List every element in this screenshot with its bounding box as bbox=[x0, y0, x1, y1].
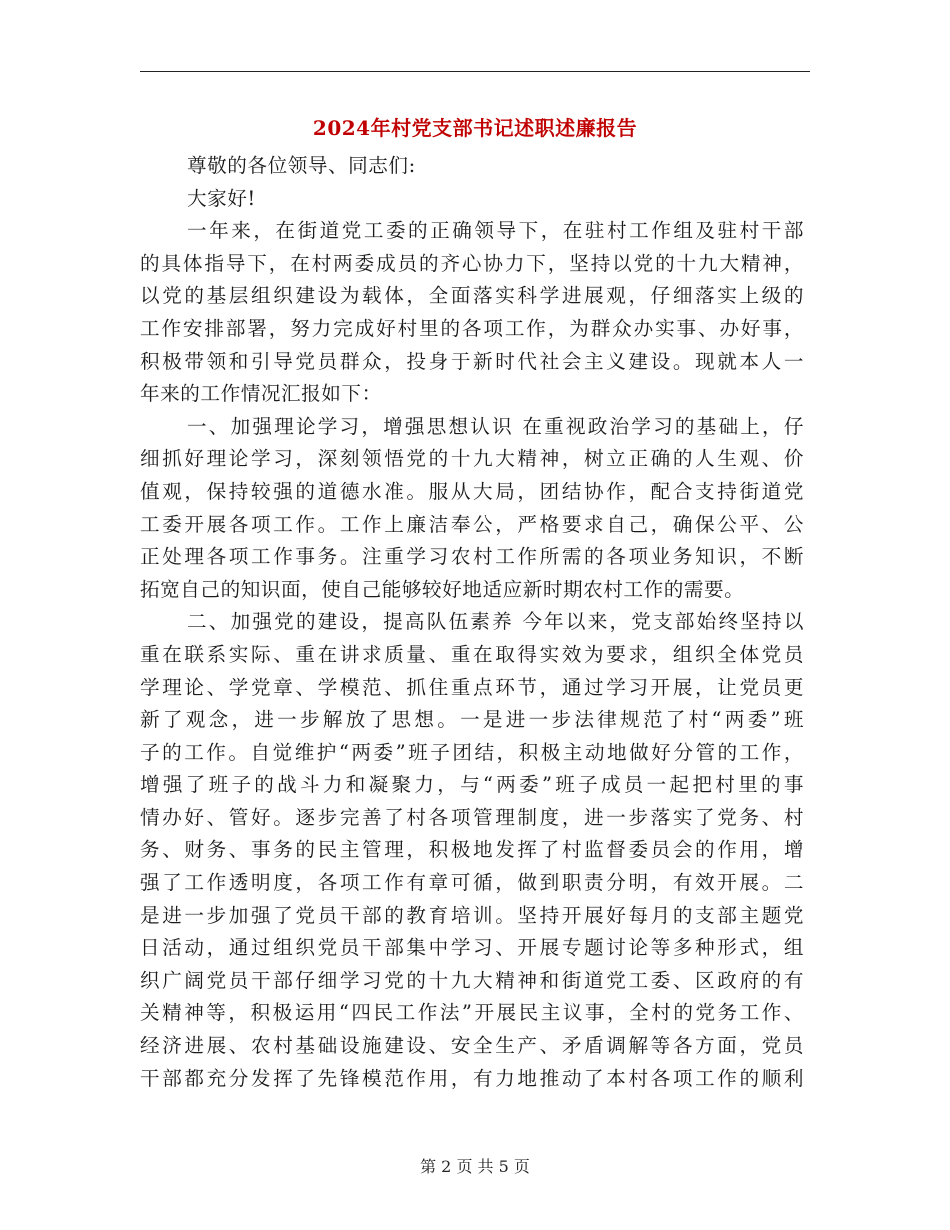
paragraph-line: 增强了班子的战斗力和凝聚力，与“两委”班子成员一起把村里的事 bbox=[140, 773, 804, 797]
page-footer: 第 2 页 共 5 页 bbox=[420, 1157, 530, 1176]
paragraph-line: 关精神等，积极运用“四民工作法”开展民主议事，全村的党务工作、 bbox=[140, 1001, 804, 1025]
paragraph-line: 干部都充分发挥了先锋模范作用，有力地推动了本村各项工作的顺利 bbox=[140, 1066, 804, 1090]
paragraph-line: 年来的工作情况汇报如下： bbox=[140, 382, 382, 406]
document-body bbox=[140, 150, 804, 1095]
section-2-heading-line: 二、加强党的建设，提高队伍素养 今年以来，党支部始终坚持以 bbox=[187, 610, 804, 634]
paragraph-line: 强了工作透明度，各项工作有章可循，做到职责分明，有效开展。二 bbox=[140, 871, 804, 895]
paragraph-line: 新了观念，进一步解放了思想。一是进一步法律规范了村“两委”班 bbox=[140, 708, 804, 732]
document-title: 2024年村党支部书记述职述廉报告 bbox=[312, 116, 638, 140]
paragraph-line: 学理论、学党章、学模范、抓住重点环节，通过学习开展，让党员更 bbox=[140, 675, 804, 699]
paragraph-line: 务、财务、事务的民主管理，积极地发挥了村监督委员会的作用，增 bbox=[140, 838, 804, 862]
paragraph-line: 经济进展、农村基础设施建设、安全生产、矛盾调解等各方面，党员 bbox=[140, 1034, 804, 1058]
paragraph-line: 子的工作。自觉维护“两委”班子团结，积极主动地做好分管的工作， bbox=[140, 740, 804, 764]
paragraph-line: 拓宽自己的知识面，使自己能够较好地适应新时期农村工作的需要。 bbox=[140, 577, 745, 601]
paragraph-line: 是进一步加强了党员干部的教育培训。坚持开展好每月的支部主题党 bbox=[140, 903, 804, 927]
paragraph-line: 重在联系实际、重在讲求质量、重在取得实效为要求，组织全体党员 bbox=[140, 642, 804, 666]
greeting: 大家好! bbox=[187, 186, 256, 210]
header-rule bbox=[140, 71, 810, 72]
paragraph-line: 以党的基层组织建设为载体，全面落实科学进展观，仔细落实上级的 bbox=[140, 284, 804, 308]
paragraph-line: 的具体指导下，在村两委成员的齐心协力下，坚持以党的十九大精神， bbox=[140, 251, 804, 275]
paragraph-line: 日活动，通过组织党员干部集中学习、开展专题讨论等多种形式，组 bbox=[140, 936, 804, 960]
paragraph-line: 细抓好理论学习，深刻领悟党的十九大精神，树立正确的人生观、价 bbox=[140, 447, 804, 471]
paragraph-line: 积极带领和引导党员群众，投身于新时代社会主义建设。现就本人一 bbox=[140, 349, 804, 373]
paragraph-line: 织广阔党员干部仔细学习党的十九大精神和街道党工委、区政府的有 bbox=[140, 968, 804, 992]
paragraph-line: 情办好、管好。逐步完善了村各项管理制度，进一步落实了党务、村 bbox=[140, 805, 804, 829]
paragraph-line: 值观，保持较强的道德水准。服从大局，团结协作，配合支持街道党 bbox=[140, 479, 804, 503]
section-1-heading-line: 一、加强理论学习，增强思想认识 在重视政治学习的基础上，仔 bbox=[187, 414, 804, 438]
paragraph-line: 一年来，在街道党工委的正确领导下，在驻村工作组及驻村干部 bbox=[187, 219, 804, 243]
paragraph-line: 正处理各项工作事务。注重学习农村工作所需的各项业务知识，不断 bbox=[140, 545, 804, 569]
salutation: 尊敬的各位领导、同志们: bbox=[187, 154, 416, 177]
paragraph-line: 工委开展各项工作。工作上廉洁奉公，严格要求自己，确保公平、公 bbox=[140, 512, 804, 536]
paragraph-line: 工作安排部署，努力完成好村里的各项工作，为群众办实事、办好事， bbox=[140, 316, 804, 340]
